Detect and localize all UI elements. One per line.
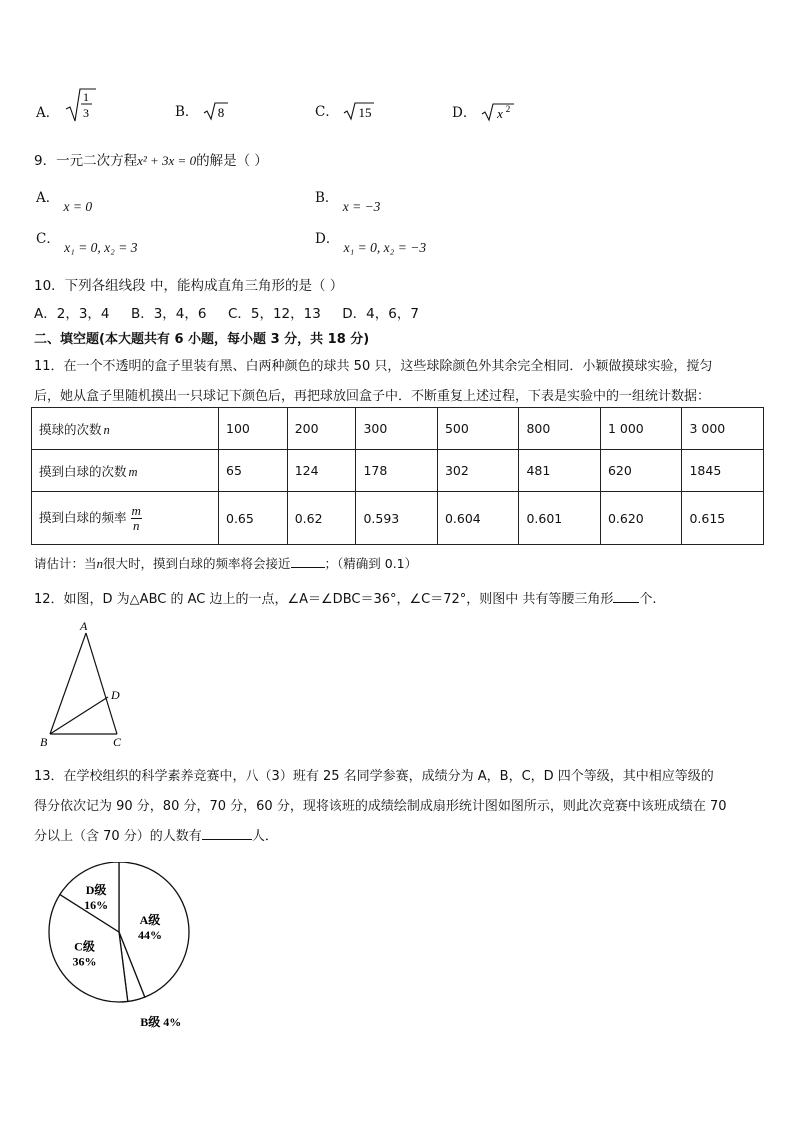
q13-line2: 得分依次记为 90 分，80 分，70 分，60 分，现将该班的成绩绘制成扇形统计图如图所示，则此次竞赛中该班成绩在 70 <box>34 799 727 814</box>
q9-option-c <box>36 231 138 255</box>
q11-estimate-prefix: 请估计：当 <box>34 556 97 571</box>
point-d-label: D <box>111 688 120 702</box>
table-cell: 200 <box>287 408 356 450</box>
pie-label-b: B级 4% <box>140 1015 182 1029</box>
row-label-var: n <box>103 422 110 437</box>
q8-c-rad: 15 <box>358 105 372 120</box>
table-cell: 302 <box>437 450 519 492</box>
q9-d-label: D． <box>315 231 340 247</box>
table-cell: 800 <box>519 408 601 450</box>
table-cell: 0.615 <box>682 492 764 545</box>
side-ac <box>86 633 117 734</box>
q8-d-rad: x <box>496 106 503 121</box>
section2-heading: 二、填空题(本大题共有 6 小题，每小题 3 分，共 18 分) <box>34 332 370 347</box>
point-b-label: B <box>40 735 48 748</box>
q13-line3 <box>34 825 278 844</box>
q9-b-label: B． <box>315 190 339 206</box>
q8-a-den: 3 <box>83 106 89 120</box>
q13-answer-blank[interactable] <box>202 838 252 840</box>
pie-label-category-2: C级 <box>74 939 95 954</box>
q11-estimate-suffix: ；（精确到 0.1） <box>324 556 418 571</box>
row-label-n <box>32 408 219 450</box>
q12-unit: 个. <box>639 592 657 607</box>
side-ab <box>50 633 86 734</box>
table-cell: 3 000 <box>682 408 764 450</box>
q9-option-d <box>315 231 427 255</box>
q11-estimate-mid: 很大时，摸到白球的频率将会接近 <box>103 556 291 571</box>
table-cell: 124 <box>287 450 356 492</box>
q8-a-sqrt <box>64 87 98 123</box>
row-label-text: 摸到白球的次数 <box>39 463 127 479</box>
table-cell: 0.601 <box>519 492 601 545</box>
q8-b-sqrt <box>203 101 229 121</box>
q11-estimate-var: n <box>96 556 104 571</box>
freq-num: m <box>131 502 141 518</box>
frequency-table <box>31 407 764 545</box>
pie-label-percent-0: 44% <box>137 928 162 943</box>
table-row <box>32 408 764 450</box>
table-cell: 500 <box>437 408 519 450</box>
q9-stem-prefix: 9．一元二次方程 <box>34 153 138 169</box>
pie-label-percent-2: 36% <box>72 954 97 969</box>
q10-options: A．2，3，4 B．3，4，6 C．5，12，13 D．4，6，7 <box>34 306 419 322</box>
pie-label-category-0: A级 <box>139 913 161 928</box>
q9-equation: x² + 3x = 0 <box>137 153 197 168</box>
q13-line1: 13．在学校组织的科学素养竞赛中，八（3）班有 25 名同学参赛，成绩分为 A，B，C，D 四个等级，其中相应等级的 <box>34 769 714 784</box>
q8-d-label: D． <box>452 105 477 121</box>
q9-stem-suffix: 的解是（ ） <box>196 153 268 169</box>
table-cell: 178 <box>356 450 438 492</box>
q12-answer-blank[interactable] <box>613 601 639 603</box>
q8-a-label: A． <box>36 105 60 121</box>
table-cell: 1 000 <box>600 408 682 450</box>
q8-c-sqrt <box>343 101 375 121</box>
q9-option-b <box>315 190 381 214</box>
q9-b-value: x = −3 <box>342 199 381 214</box>
pie-chart <box>42 862 202 1032</box>
q9-c-value: x₁ = 0, x₂ = 3 <box>64 240 138 255</box>
q8-d-sqrt <box>481 100 515 122</box>
q11-line1: 11．在一个不透明的盒子里装有黑、白两种颜色的球共 50 只，这些球除颜色外其余完全相同．小颖做摸球实验，搅匀 <box>34 359 713 374</box>
q9-option-a <box>36 190 93 214</box>
table-cell: 1845 <box>682 450 764 492</box>
row-label-m <box>32 450 219 492</box>
table-row <box>32 492 764 545</box>
row-label-text: 摸到白球的频率 <box>39 509 127 525</box>
q8-a-num: 1 <box>83 90 89 104</box>
pie-label-percent-3: 16% <box>84 897 109 912</box>
q10-stem: 10．下列各组线段 中，能构成直角三角形的是（ ） <box>34 278 344 294</box>
table-cell: 0.604 <box>437 492 519 545</box>
q13-line3-suffix: 人． <box>251 829 278 844</box>
q11-answer-blank[interactable] <box>291 566 325 568</box>
q13-line3-prefix: 分以上（含 70 分）的人数有 <box>34 829 202 844</box>
q8-option-b <box>175 100 229 121</box>
row-label-var: m <box>128 464 138 479</box>
q12-text: 12．如图，D 为△ABC 的 AC 边上的一点，∠A＝∠DBC＝36°，∠C＝72°，则图中 共有等腰三角形 <box>34 592 614 607</box>
q8-d-exp: 2 <box>505 104 510 114</box>
triangle-figure <box>34 618 134 748</box>
q9-c-label: C． <box>36 231 60 247</box>
freq-den: n <box>132 517 140 533</box>
q8-option-c <box>315 100 375 121</box>
q8-c-label: C． <box>315 104 339 120</box>
q11-line2: 后，她从盒子里随机摸出一只球记下颜色后，再把球放回盒子中．不断重复上述过程，下表是实验中的一组统计数据： <box>34 389 711 404</box>
table-cell: 0.593 <box>356 492 438 545</box>
segment-bd <box>50 697 108 734</box>
row-label-freq <box>32 492 219 545</box>
point-a-label: A <box>80 619 88 633</box>
q9-stem <box>34 149 268 169</box>
table-cell: 300 <box>356 408 438 450</box>
point-c-label: C <box>113 735 122 748</box>
q12-stem <box>34 588 657 607</box>
q9-a-value: x = 0 <box>63 199 93 214</box>
table-cell: 0.62 <box>287 492 356 545</box>
freq-fraction <box>131 504 142 533</box>
table-cell: 0.65 <box>219 492 288 545</box>
table-cell: 0.620 <box>600 492 682 545</box>
q8-b-rad: 8 <box>217 105 224 120</box>
table-cell: 481 <box>519 450 601 492</box>
q8-option-d <box>452 100 515 122</box>
table-row <box>32 450 764 492</box>
pie-label-category-3: D级 <box>85 882 107 897</box>
q9-a-label: A． <box>36 190 60 206</box>
q9-d-value: x₁ = 0, x₂ = −3 <box>343 240 427 255</box>
table-cell: 620 <box>600 450 682 492</box>
q11-estimate <box>34 554 417 572</box>
q8-b-label: B． <box>175 104 199 120</box>
row-label-text: 摸球的次数 <box>39 421 102 437</box>
table-cell: 100 <box>219 408 288 450</box>
table-cell: 65 <box>219 450 288 492</box>
